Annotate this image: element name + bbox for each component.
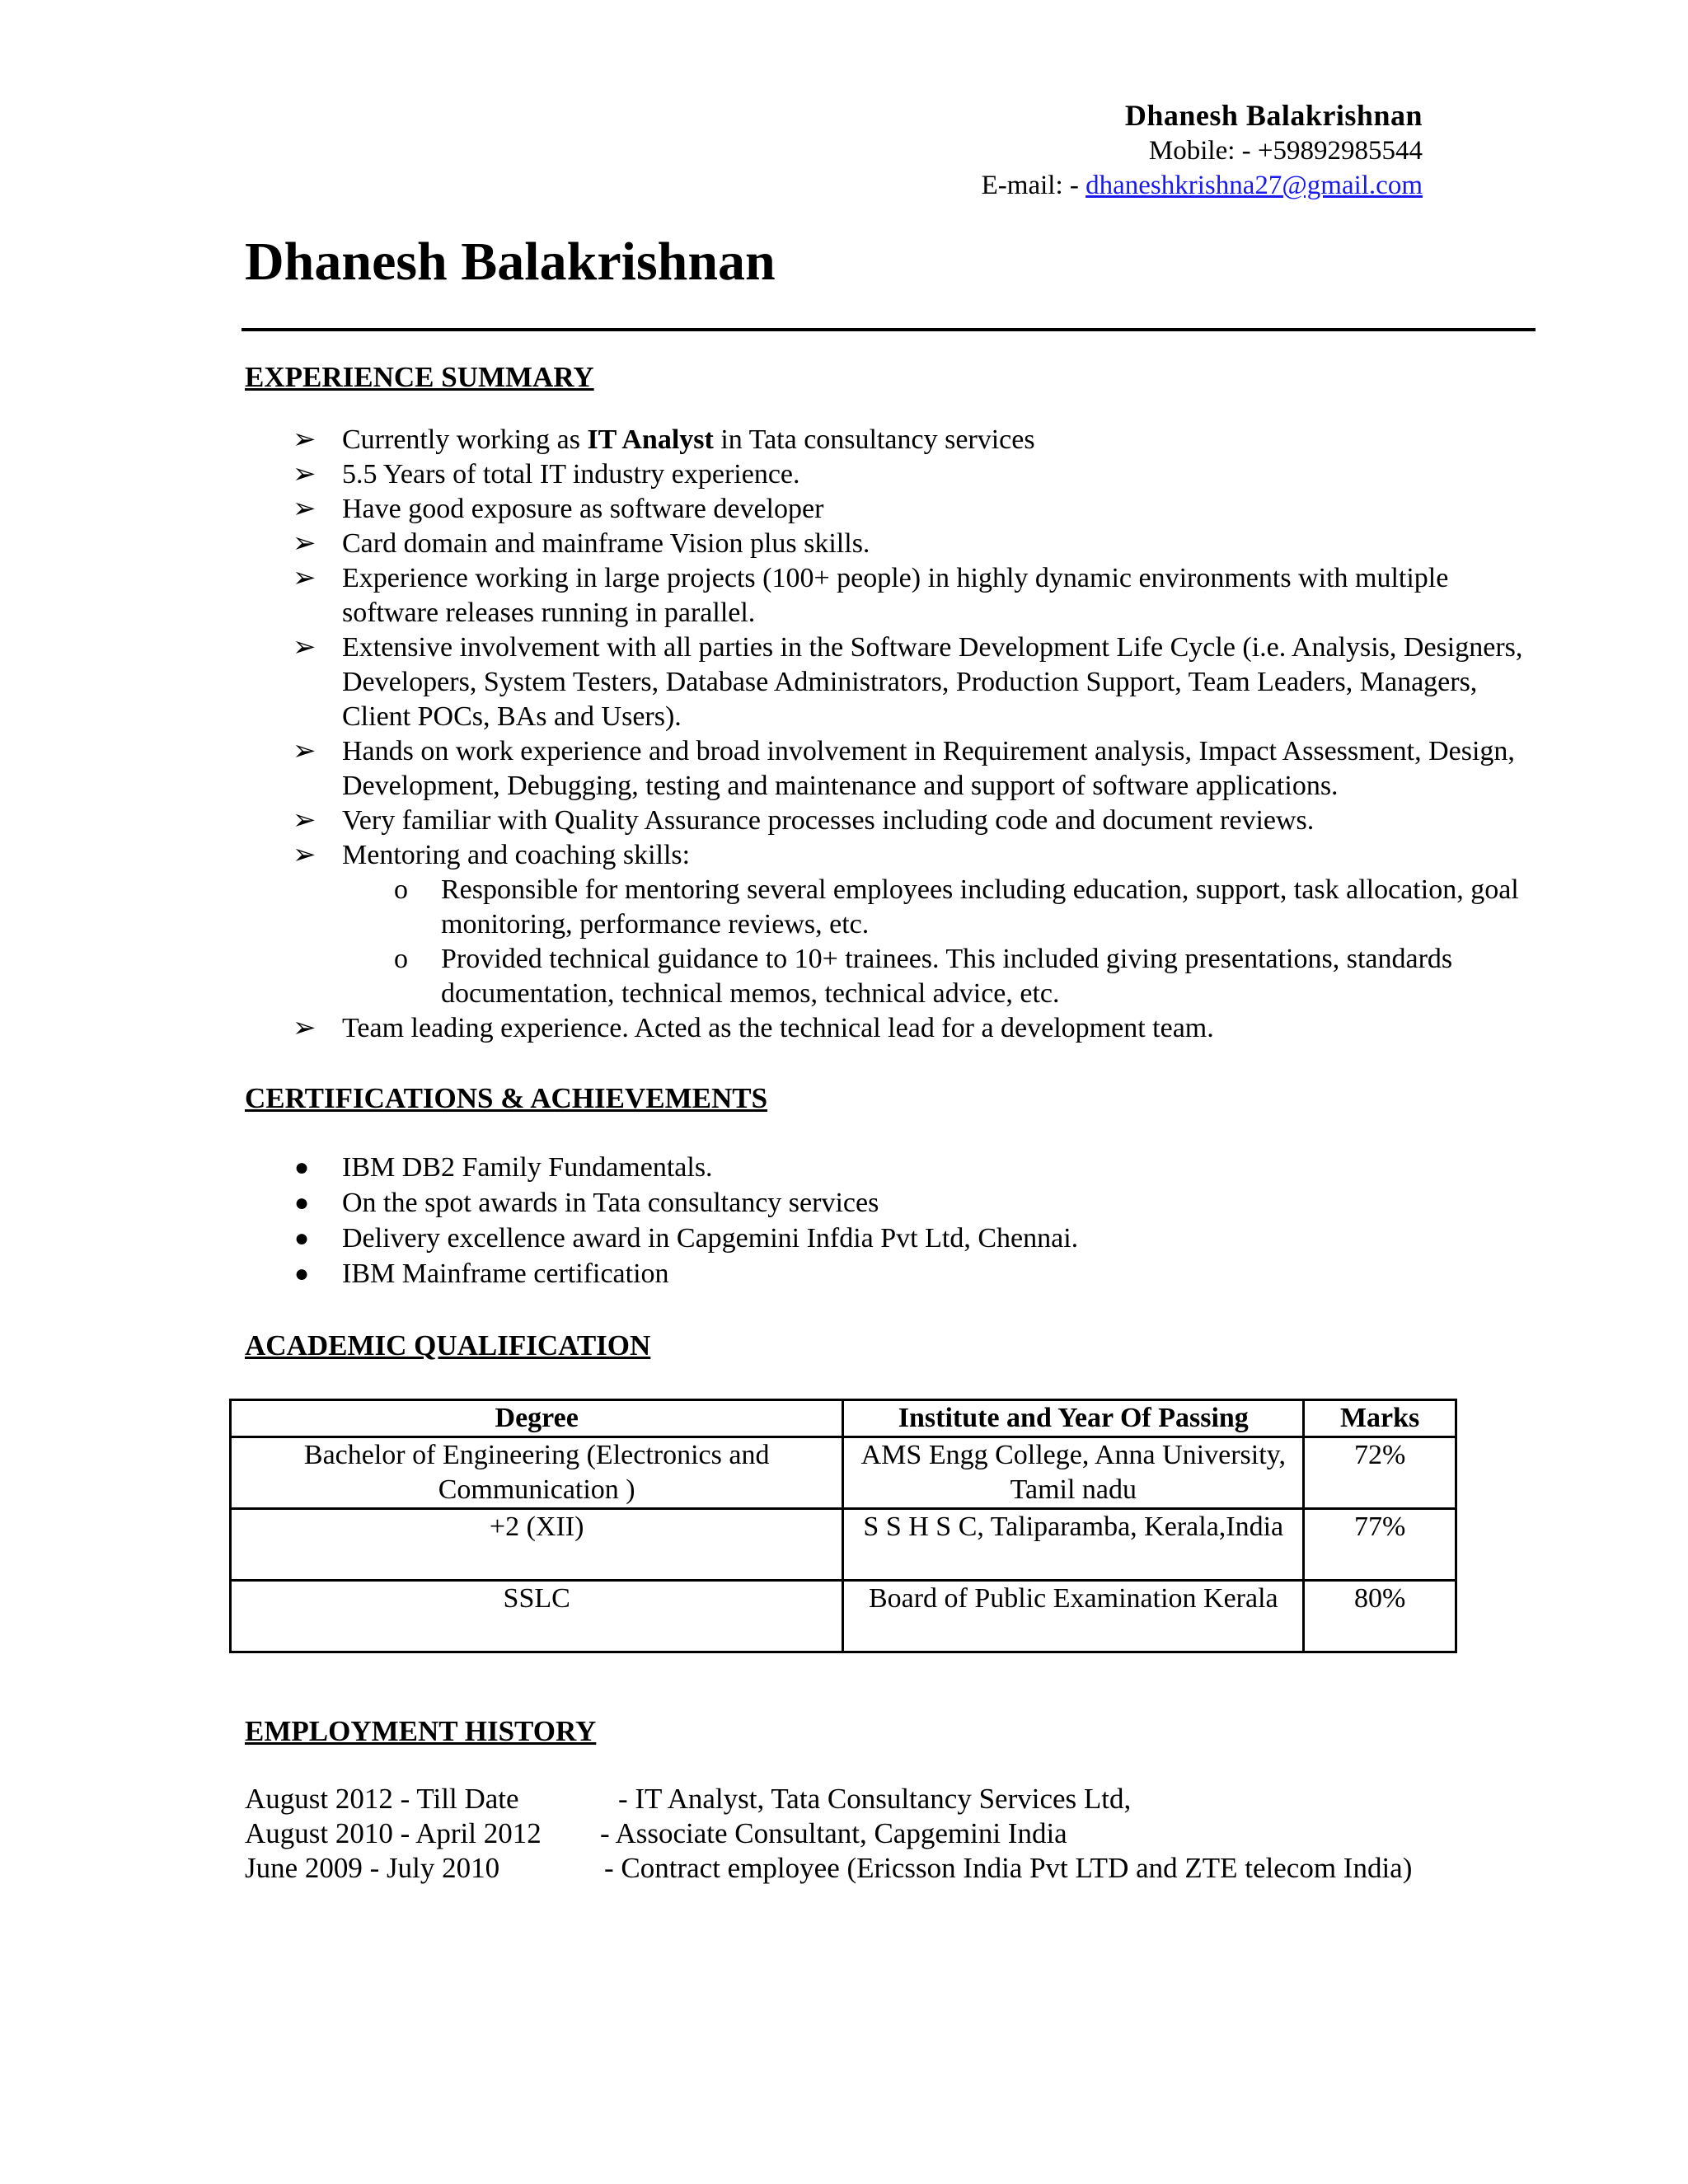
list-item: ➢ Experience working in large projects (100+ people) in highly dynamic environments with multiple software releases running in parallel. (293, 563, 1449, 628)
certifications-list (0, 1150, 1688, 1291)
header-email (982, 169, 1423, 202)
experience-heading: EXPERIENCE SUMMARY (245, 361, 594, 393)
circle-bullet-icon: o (394, 874, 408, 905)
employment-heading: EMPLOYMENT HISTORY (245, 1715, 597, 1747)
table-row (231, 1581, 1456, 1652)
table-header-row (231, 1400, 1456, 1437)
table-cell: AMS Engg College, Anna University, Tamil nadu (843, 1437, 1304, 1509)
employment-role: - Contract employee (Ericsson India Pvt LTD and ZTE telecom India) (604, 1852, 1413, 1884)
arrow-bullet-icon: ➢ (293, 459, 316, 490)
sub-list-item: o Provided technical guidance to 10+ trainees. This included giving presentations, standards documentation, technical memos, technical advice, etc. (394, 944, 1453, 1009)
table-cell: 80% (1304, 1581, 1456, 1652)
sub-list-item: o Responsible for mentoring several employees including education, support, task allocation, goal monitoring, performance reviews, etc. (394, 874, 1519, 940)
page-title: Dhanesh Balakrishnan (245, 232, 776, 292)
academic-heading: ACADEMIC QUALIFICATION (245, 1329, 651, 1361)
employment-period: August 2010 - April 2012 (245, 1817, 542, 1849)
table-cell: SSLC (231, 1581, 843, 1652)
current-role: IT Analyst (587, 424, 714, 455)
column-header: Institute and Year Of Passing (843, 1400, 1304, 1437)
header-name: Dhanesh Balakrishnan (1124, 99, 1423, 132)
list-item: ● IBM Mainframe certification (0, 1256, 1688, 1291)
dot-bullet-icon: ● (294, 1260, 310, 1287)
experience-list (0, 423, 1688, 1046)
list-item: ● Delivery excellence award in Capgemini Infdia Pvt Ltd, Chennai. (0, 1221, 1688, 1256)
arrow-bullet-icon: ➢ (293, 563, 316, 593)
list-item: ➢ Currently working as IT Analyst in Tata consultancy services (0, 423, 1688, 457)
employment-role: - Associate Consultant, Capgemini India (600, 1817, 1067, 1849)
dot-bullet-icon: ● (294, 1154, 310, 1181)
dot-bullet-icon: ● (294, 1189, 310, 1216)
employment-period: June 2009 - July 2010 (245, 1852, 500, 1884)
academic-table (229, 1399, 1457, 1653)
header-mobile: Mobile: - +59892985544 (1148, 136, 1423, 166)
list-item: ➢ 5.5 Years of total IT industry experience. (0, 457, 1688, 492)
certifications-heading: CERTIFICATIONS & ACHIEVEMENTS (245, 1082, 768, 1114)
list-item: ➢ Team leading experience. Acted as the technical lead for a development team. (0, 1011, 1688, 1046)
table-cell: +2 (XII) (231, 1509, 843, 1581)
dot-bullet-icon: ● (294, 1225, 310, 1252)
list-item: ● On the spot awards in Tata consultancy services (0, 1185, 1688, 1221)
employment-period: August 2012 - Till Date (245, 1783, 519, 1815)
list-item: ➢ Have good exposure as software developer (0, 492, 1688, 527)
table-cell: 77% (1304, 1509, 1456, 1581)
email-link[interactable]: dhaneshkrishna27@gmail.com (1085, 171, 1423, 200)
arrow-bullet-icon: ➢ (293, 1013, 316, 1043)
table-cell: S S H S C, Taliparamba, Kerala,India (843, 1509, 1304, 1581)
table-cell: Bachelor of Engineering (Electronics and Communication ) (231, 1437, 843, 1509)
table-row (231, 1437, 1456, 1509)
header-divider (241, 328, 1536, 331)
list-item: ➢ Mentoring and coaching skills: (0, 838, 1688, 873)
arrow-bullet-icon: ➢ (293, 736, 316, 766)
table-cell: Board of Public Examination Kerala (843, 1581, 1304, 1652)
employment-role: - IT Analyst, Tata Consultancy Services Ltd, (618, 1783, 1132, 1815)
circle-bullet-icon: o (394, 944, 408, 974)
table-cell: 72% (1304, 1437, 1456, 1509)
list-item: ➢ Very familiar with Quality Assurance processes including code and document reviews. (0, 804, 1688, 838)
arrow-bullet-icon: ➢ (293, 494, 316, 524)
email-label: E-mail: - (981, 171, 1086, 200)
column-header: Degree (231, 1400, 843, 1437)
arrow-bullet-icon: ➢ (293, 424, 316, 455)
column-header: Marks (1304, 1400, 1456, 1437)
list-item: ➢ Extensive involvement with all parties in the Software Development Life Cycle (i.e. Analysis, Designers, Developers, System Testers, Database Administrators, Production Support, Team Leaders, Managers, Client POCs, BAs and Users). (293, 632, 1523, 732)
arrow-bullet-icon: ➢ (293, 840, 316, 870)
list-item: ➢ Card domain and mainframe Vision plus skills. (0, 527, 1688, 561)
arrow-bullet-icon: ➢ (293, 632, 316, 663)
list-item: ➢ Hands on work experience and broad involvement in Requirement analysis, Impact Assessment, Design, Development, Debugging, testing and maintenance and support of software applications. (293, 736, 1515, 801)
arrow-bullet-icon: ➢ (293, 805, 316, 836)
table-row (231, 1509, 1456, 1581)
list-item: ● IBM DB2 Family Fundamentals. (0, 1150, 1688, 1185)
arrow-bullet-icon: ➢ (293, 528, 316, 559)
